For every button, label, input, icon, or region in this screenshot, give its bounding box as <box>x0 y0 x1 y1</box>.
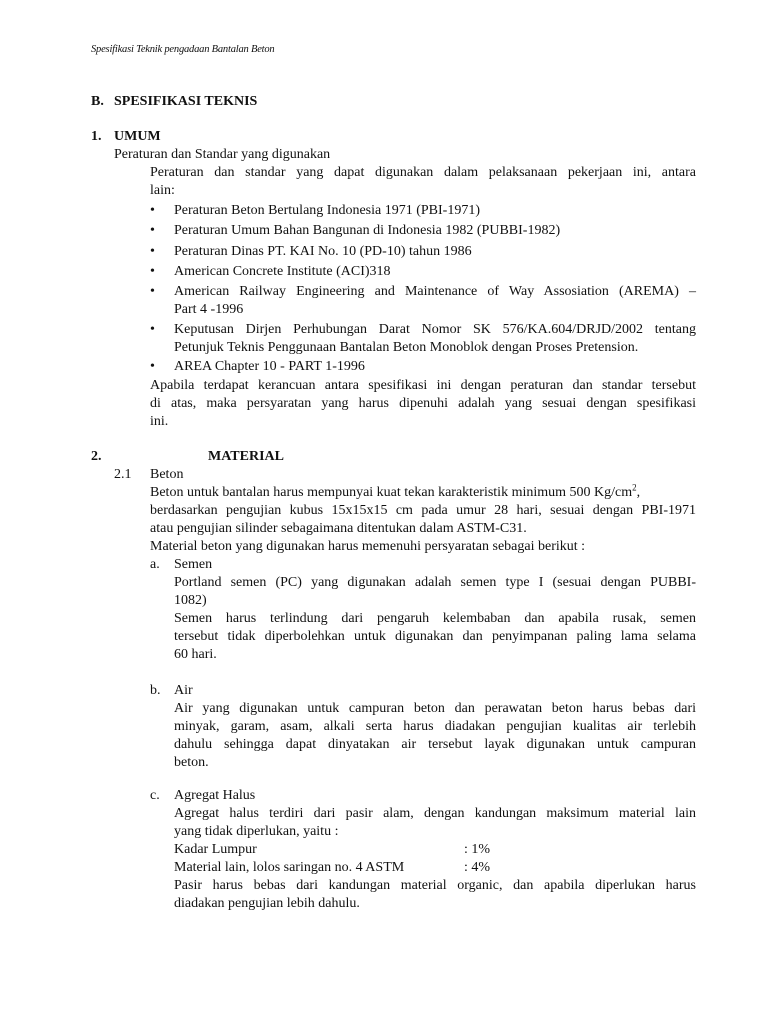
list-item: Peraturan Umum Bahan Bangunan di Indonesia 1982 (PUBBI-1982) <box>174 223 561 238</box>
paragraph-line: di atas, maka persyaratan yang harus dipenuhi adalah yang sesuai dengan spesifikasi <box>150 396 696 411</box>
paragraph-line: tersebut tidak diperbolehkan untuk digunakan dan penyimpanan paling lama selama <box>174 629 696 644</box>
list-item-continuation: Part 4 -1996 <box>174 302 244 317</box>
paragraph-line: ini. <box>150 414 169 429</box>
list-item: Peraturan Dinas PT. KAI No. 10 (PD-10) tahun 1986 <box>174 244 472 259</box>
superscript: 2 <box>632 482 637 493</box>
bullet-icon: • <box>150 203 155 218</box>
paragraph-line: dahulu sehingga dapat dinyatakan air tersebut layak digunakan untuk campuran <box>174 737 696 752</box>
bullet-icon: • <box>150 359 155 374</box>
paragraph-line: Portland semen (PC) yang digunakan adalah semen type I (sesuai dengan PUBBI- <box>174 575 696 590</box>
heading-title: MATERIAL <box>208 449 284 464</box>
subsection-number: 2.1 <box>114 467 132 482</box>
paragraph-line: atau pengujian silinder sebagaimana ditentukan dalam ASTM-C31. <box>150 521 527 536</box>
bullet-icon: • <box>150 264 155 279</box>
heading-number: 1. <box>91 129 102 144</box>
paragraph-line: minyak, garam, asam, alkali serta harus diadakan pengujian kualitas air terlebih <box>174 719 696 734</box>
spec-label: Kadar Lumpur <box>174 842 257 857</box>
spec-label: Material lain, lolos saringan no. 4 ASTM <box>174 860 405 875</box>
list-item: American Concrete Institute (ACI)318 <box>174 264 391 279</box>
paragraph-line: Semen harus terlindung dari pengaruh kelembaban dan apabila rusak, semen <box>174 611 696 626</box>
bullet-icon: • <box>150 322 155 337</box>
paragraph-line: Peraturan dan standar yang dapat digunakan dalam pelaksanaan pekerjaan ini, antara <box>150 165 696 180</box>
page-header: Spesifikasi Teknik pengadaan Bantalan Beton <box>91 44 275 55</box>
paragraph-line: beton. <box>174 755 209 770</box>
bullet-icon: • <box>150 284 155 299</box>
paragraph-line: 1082) <box>174 593 207 608</box>
bullet-icon: • <box>150 223 155 238</box>
subsection-title: Beton <box>150 467 184 482</box>
item-letter: c. <box>150 788 160 803</box>
item-letter: a. <box>150 557 160 572</box>
section-letter: B. <box>91 94 104 109</box>
punctuation: , <box>636 485 641 500</box>
spec-value: : 1% <box>464 842 491 857</box>
item-title: Air <box>174 683 193 698</box>
paragraph-line: Material beton yang digunakan harus memenuhi persyaratan sebagai berikut : <box>150 539 586 554</box>
paragraph-line: 60 hari. <box>174 647 217 662</box>
section-title: SPESIFIKASI TEKNIS <box>114 94 258 109</box>
heading-number: 2. <box>91 449 102 464</box>
subheading: Peraturan dan Standar yang digunakan <box>114 147 331 162</box>
paragraph-line: Pasir harus bebas dari kandungan material organic, dan apabila diperlukan harus <box>174 878 696 893</box>
paragraph-line: Apabila terdapat kerancuan antara spesifikasi ini dengan peraturan dan standar tersebut <box>150 378 696 393</box>
heading-title: UMUM <box>114 129 161 144</box>
item-title: Semen <box>174 557 213 572</box>
paragraph-line: berdasarkan pengujian kubus 15x15x15 cm pada umur 28 hari, sesuai dengan PBI-1971 <box>150 503 696 518</box>
item-letter: b. <box>150 683 161 698</box>
list-item: Keputusan Dirjen Perhubungan Darat Nomor SK 576/KA.604/DRJD/2002 tentang <box>174 322 696 337</box>
list-item: AREA Chapter 10 - PART 1-1996 <box>174 359 365 374</box>
paragraph-line: Air yang digunakan untuk campuran beton dan perawatan beton harus bebas dari <box>174 701 696 716</box>
spec-value: : 4% <box>464 860 491 875</box>
bullet-icon: • <box>150 244 155 259</box>
list-item: American Railway Engineering and Maintenance of Way Assosiation (AREMA) – <box>174 284 696 299</box>
paragraph-line: diadakan pengujian lebih dahulu. <box>174 896 360 911</box>
list-item: Peraturan Beton Bertulang Indonesia 1971 (PBI-1971) <box>174 203 480 218</box>
paragraph-line: Agregat halus terdiri dari pasir alam, dengan kandungan maksimum material lain <box>174 806 696 821</box>
paragraph-line <box>150 484 640 502</box>
paragraph-line: lain: <box>150 183 175 198</box>
item-title: Agregat Halus <box>174 788 256 803</box>
beton-strength-text: Beton untuk bantalan harus mempunyai kuat tekan karakteristik minimum 500 Kg/cm <box>150 485 633 500</box>
paragraph-line: yang tidak diperlukan, yaitu : <box>174 824 339 839</box>
list-item-continuation: Petunjuk Teknis Penggunaan Bantalan Beton Monoblok dengan Proses Pretension. <box>174 340 639 355</box>
